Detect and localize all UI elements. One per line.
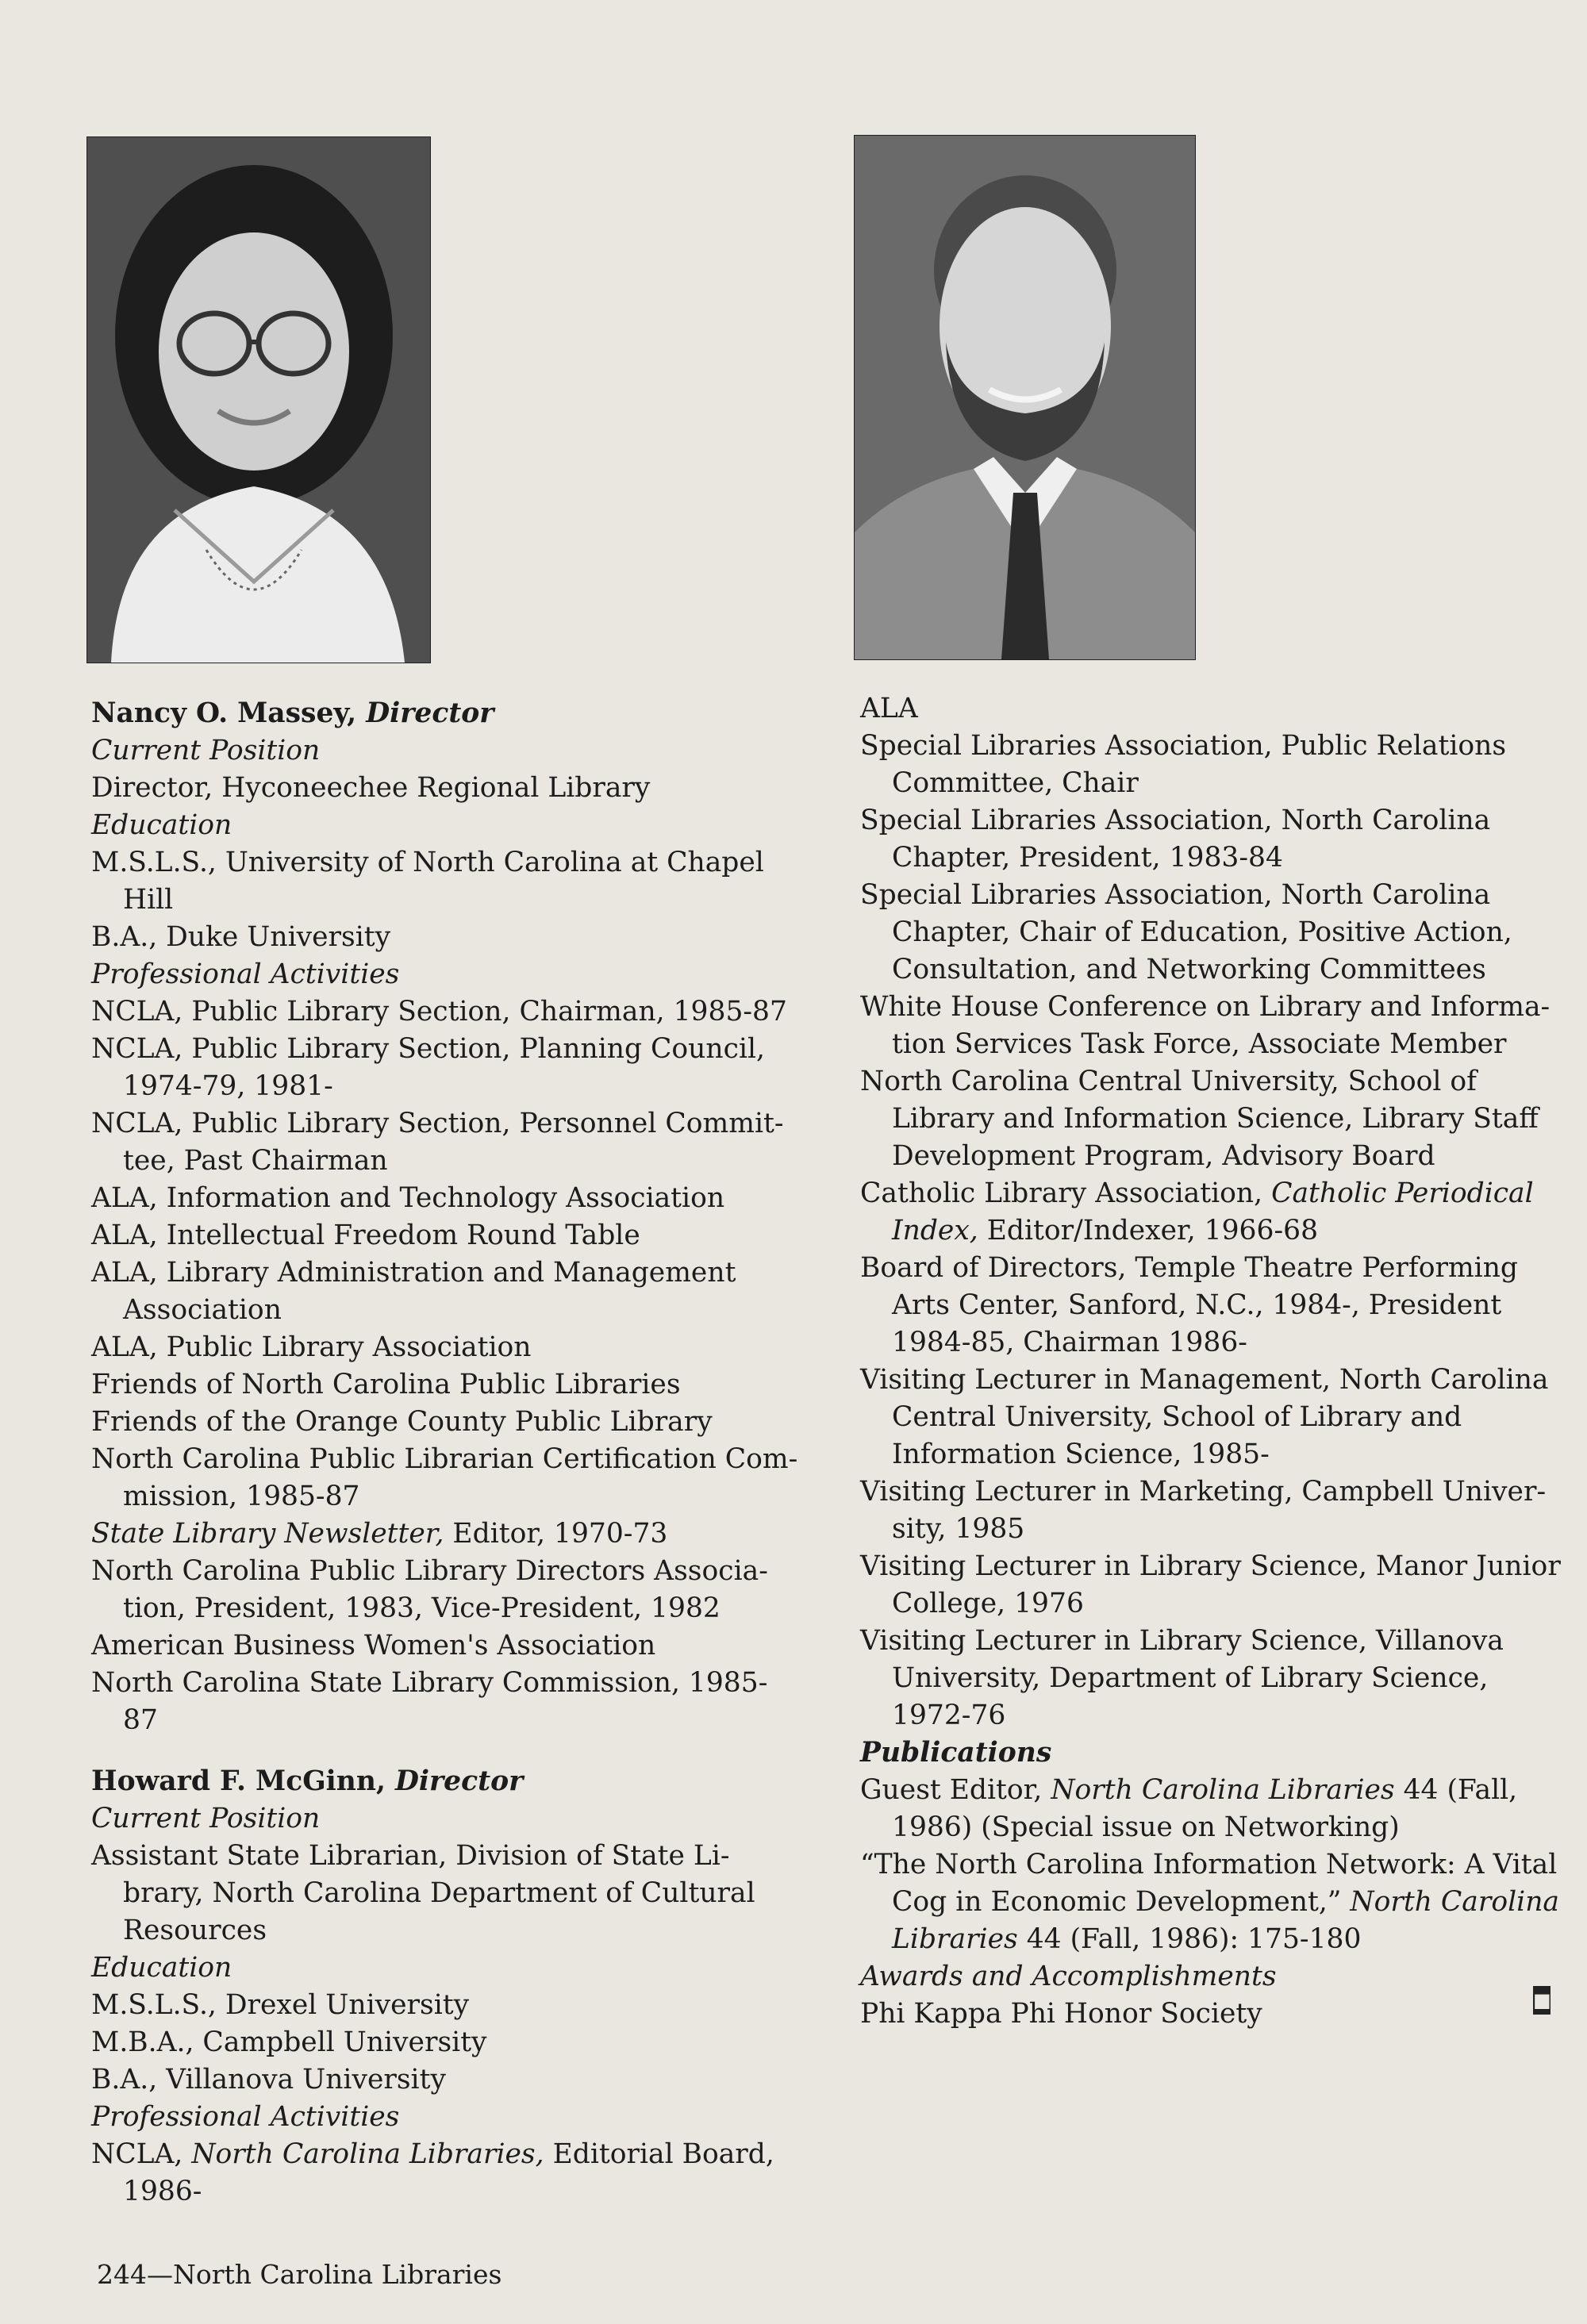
activity-item-cont: Central University, School of Library and xyxy=(892,1401,1462,1433)
activity-item: NCLA, Public Library Section, Chairman, 1985-87 xyxy=(91,996,787,1028)
activity-item-cont: Chapter, President, 1983-84 xyxy=(892,842,1283,874)
activity-item: North Carolina Central University, School of xyxy=(860,1066,1477,1097)
education-item: B.A., Villanova University xyxy=(91,2064,446,2095)
activity-item-cont: Library and Information Science, Library Staff xyxy=(892,1103,1539,1135)
publication-item-cont: Libraries 44 (Fall, 1986): 175-180 xyxy=(892,1923,1362,1955)
activity-item: Visiting Lecturer in Library Science, Villanova xyxy=(860,1625,1504,1657)
activity-item: Visiting Lecturer in Management, North Carolina xyxy=(860,1364,1549,1396)
activity-item-cont: sity, 1985 xyxy=(892,1513,1025,1545)
person-name-mcginn: Howard F. McGinn, Director xyxy=(91,1765,524,1797)
activity-item-cont: Association xyxy=(123,1294,282,1326)
activity-item: North Carolina Public Librarian Certification Com- xyxy=(91,1443,798,1475)
activity-item: Board of Directors, Temple Theatre Performing xyxy=(860,1252,1519,1284)
current-position-cont: Resources xyxy=(123,1915,267,1946)
activity-item-cont: University, Department of Library Science, xyxy=(892,1662,1489,1694)
section-head-publications: Publications xyxy=(860,1737,1052,1769)
current-position-cont: brary, North Carolina Department of Cultural xyxy=(123,1877,755,1909)
right-column xyxy=(860,690,1561,2033)
activity-item: Friends of North Carolina Public Libraries xyxy=(91,1369,681,1400)
activity-item-cont: Development Program, Advisory Board xyxy=(892,1140,1435,1172)
section-head: Current Position xyxy=(91,1803,321,1834)
portrait-photo-mcginn xyxy=(854,135,1196,660)
activity-item: Special Libraries Association, North Carolina xyxy=(860,805,1491,836)
activity-item: NCLA, Public Library Section, Planning Council, xyxy=(91,1033,765,1065)
end-of-article-icon: ■ xyxy=(1533,1986,1550,2015)
spacer xyxy=(91,1739,778,1763)
activity-item-cont: Chapter, Chair of Education, Positive Action, xyxy=(892,916,1512,948)
activity-item-cont: College, 1976 xyxy=(892,1588,1084,1619)
activity-item-cont: Committee, Chair xyxy=(892,767,1139,799)
portrait-mcginn-image xyxy=(855,136,1195,659)
section-head-awards: Awards and Accomplishments xyxy=(860,1961,1277,1992)
activity-item: Visiting Lecturer in Marketing, Campbell Univer- xyxy=(860,1476,1547,1508)
current-position: Director, Hyconeechee Regional Library xyxy=(91,772,651,804)
activity-item-cont: Index, Editor/Indexer, 1966-68 xyxy=(892,1215,1319,1247)
portrait-photo-massey xyxy=(86,136,431,663)
publication-item-cont: Cog in Economic Development,” North Carolina xyxy=(892,1886,1559,1918)
current-position: Assistant State Librarian, Division of State Li- xyxy=(91,1840,730,1872)
activity-item: North Carolina State Library Commission, 1985- xyxy=(91,1667,768,1699)
education-item: M.B.A., Campbell University xyxy=(91,2026,487,2058)
activity-item: ALA xyxy=(860,693,918,724)
section-head: Professional Activities xyxy=(91,2101,400,2133)
activity-item-cont: tion Services Task Force, Associate Member xyxy=(892,1028,1507,1060)
activity-item: White House Conference on Library and Informa- xyxy=(860,991,1550,1023)
activity-item: Visiting Lecturer in Library Science, Manor Junior xyxy=(860,1550,1561,1582)
activity-item-cont: tee, Past Chairman xyxy=(123,1145,388,1177)
activity-item: NCLA, Public Library Section, Personnel Commit- xyxy=(91,1108,784,1139)
activity-item-cont: tion, President, 1983, Vice-President, 1982 xyxy=(123,1592,720,1624)
activity-item: ALA, Library Administration and Management xyxy=(91,1257,736,1289)
publication-item-cont: 1986) (Special issue on Networking) xyxy=(892,1811,1400,1843)
activity-item: State Library Newsletter, Editor, 1970-73 xyxy=(91,1518,668,1550)
left-column xyxy=(91,695,798,2211)
education-item-cont: Hill xyxy=(123,884,174,916)
section-head: Professional Activities xyxy=(91,958,400,990)
activity-item-cont: 87 xyxy=(123,1704,158,1736)
section-head: Education xyxy=(91,1952,232,1984)
activity-item: Catholic Library Association, Catholic Periodical xyxy=(860,1177,1534,1209)
activity-item: North Carolina Public Library Directors Associa- xyxy=(91,1555,768,1587)
activity-item-cont: Arts Center, Sanford, N.C., 1984-, President xyxy=(892,1289,1502,1321)
page-footer: 244—North Carolina Libraries xyxy=(97,2259,502,2290)
activity-item-cont: 1974-79, 1981- xyxy=(123,1070,333,1102)
section-head: Education xyxy=(91,809,232,841)
award-item: Phi Kappa Phi Honor Society xyxy=(860,1998,1262,2030)
activity-item-cont: 1986- xyxy=(123,2176,202,2207)
activity-item: Special Libraries Association, North Carolina xyxy=(860,879,1491,911)
activity-item: Special Libraries Association, Public Relations xyxy=(860,730,1507,762)
activity-item-cont: 1984-85, Chairman 1986- xyxy=(892,1327,1247,1358)
section-head: Current Position xyxy=(91,735,321,766)
activity-item-cont: Consultation, and Networking Committees xyxy=(892,954,1486,985)
activity-item: ALA, Information and Technology Association xyxy=(91,1182,725,1214)
activity-item: NCLA, North Carolina Libraries, Editorial Board, xyxy=(91,2138,774,2170)
activity-item: ALA, Public Library Association xyxy=(91,1331,532,1363)
activity-item: ALA, Intellectual Freedom Round Table xyxy=(91,1220,640,1251)
activity-item: American Business Women's Association xyxy=(91,1630,656,1661)
education-item: B.A., Duke University xyxy=(91,921,391,953)
publication-item: Guest Editor, North Carolina Libraries 44 (Fall, xyxy=(860,1774,1518,1806)
portrait-massey-image xyxy=(87,137,430,663)
education-item: M.S.L.S., Drexel University xyxy=(91,1989,470,2021)
activity-item-cont: Information Science, 1985- xyxy=(892,1439,1270,1470)
activity-item-cont: mission, 1985-87 xyxy=(123,1481,360,1512)
person-name-massey: Nancy O. Massey, Director xyxy=(91,697,494,729)
education-item: M.S.L.S., University of North Carolina at Chapel xyxy=(91,847,764,878)
activity-item: Friends of the Orange County Public Library xyxy=(91,1406,713,1438)
publication-item: “The North Carolina Information Network: A Vital xyxy=(860,1849,1558,1880)
activity-item-cont: 1972-76 xyxy=(892,1700,1006,1731)
